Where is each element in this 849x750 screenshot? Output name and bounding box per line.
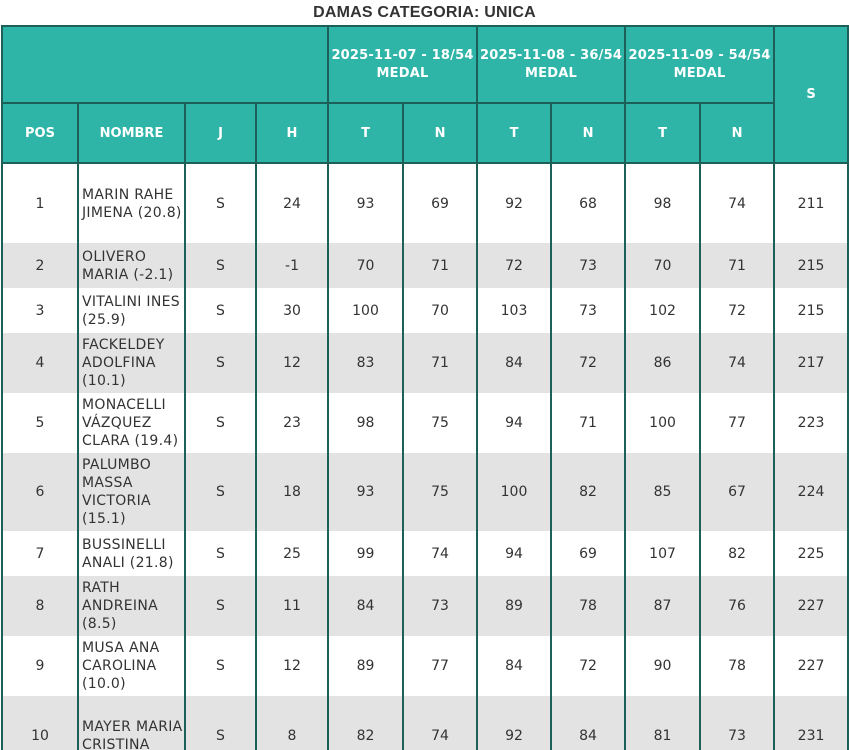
cell-h: 30 (256, 288, 328, 333)
cell-pos: 1 (2, 163, 78, 243)
cell-j: S (185, 243, 256, 288)
cell-s: 211 (774, 163, 848, 243)
cell-name: RATH ANDREINA (8.5) (78, 576, 185, 636)
cell-h: 18 (256, 453, 328, 531)
cell-h: 23 (256, 393, 328, 453)
col-header-r2-t: T (477, 103, 551, 163)
cell-r3-n: 72 (700, 288, 774, 333)
header-blank-cell (2, 26, 328, 103)
cell-r2-t: 94 (477, 393, 551, 453)
cell-r3-t: 98 (625, 163, 700, 243)
cell-r2-n: 72 (551, 636, 625, 696)
cell-r2-n: 69 (551, 531, 625, 576)
cell-s: 215 (774, 288, 848, 333)
cell-j: S (185, 696, 256, 750)
cell-r2-n: 84 (551, 696, 625, 750)
cell-r2-t: 94 (477, 531, 551, 576)
round-2-format: MEDAL (525, 65, 577, 81)
round-1-format: MEDAL (376, 65, 429, 81)
cell-r2-n: 72 (551, 333, 625, 393)
cell-r3-n: 67 (700, 453, 774, 531)
table-row (2, 696, 848, 750)
cell-name: OLIVERO MARIA (-2.1) (78, 243, 185, 288)
col-header-r1-t: T (328, 103, 403, 163)
col-header-nombre: NOMBRE (78, 103, 185, 163)
cell-h: 12 (256, 333, 328, 393)
cell-r1-n: 75 (403, 393, 477, 453)
header-total-s: S (774, 26, 848, 163)
cell-name: MARIN RAHE JIMENA (20.8) (78, 163, 185, 243)
cell-r1-t: 82 (328, 696, 403, 750)
cell-r3-t: 81 (625, 696, 700, 750)
round-3-format: MEDAL (673, 65, 726, 81)
cell-r3-n: 74 (700, 333, 774, 393)
cell-j: S (185, 453, 256, 531)
cell-r3-n: 74 (700, 163, 774, 243)
cell-r3-n: 82 (700, 531, 774, 576)
cell-s: 215 (774, 243, 848, 288)
cell-j: S (185, 163, 256, 243)
table-row (2, 288, 848, 333)
cell-r2-t: 89 (477, 576, 551, 636)
cell-r1-n: 71 (403, 243, 477, 288)
cell-j: S (185, 576, 256, 636)
cell-r3-n: 76 (700, 576, 774, 636)
cell-r2-t: 84 (477, 636, 551, 696)
col-header-r3-t: T (625, 103, 700, 163)
cell-r2-n: 73 (551, 288, 625, 333)
header-round-row (2, 26, 848, 103)
cell-r1-t: 100 (328, 288, 403, 333)
header-round-3 (625, 26, 774, 103)
cell-r2-t: 92 (477, 696, 551, 750)
cell-j: S (185, 393, 256, 453)
cell-r1-t: 93 (328, 453, 403, 531)
cell-j: S (185, 288, 256, 333)
cell-pos: 9 (2, 636, 78, 696)
cell-r1-n: 74 (403, 696, 477, 750)
table-row (2, 576, 848, 636)
col-header-r2-n: N (551, 103, 625, 163)
cell-r1-t: 93 (328, 163, 403, 243)
cell-h: 12 (256, 636, 328, 696)
cell-pos: 3 (2, 288, 78, 333)
round-3-date: 2025-11-09 - 54/54 (628, 47, 771, 63)
col-header-r1-n: N (403, 103, 477, 163)
cell-r3-t: 85 (625, 453, 700, 531)
table-row (2, 393, 848, 453)
header-round-1 (328, 26, 477, 103)
page-title: DAMAS CATEGORIA: UNICA (313, 4, 536, 21)
cell-r1-t: 83 (328, 333, 403, 393)
table-row (2, 453, 848, 531)
cell-s: 231 (774, 696, 848, 750)
cell-j: S (185, 636, 256, 696)
table-row (2, 531, 848, 576)
cell-r1-n: 73 (403, 576, 477, 636)
cell-r2-n: 78 (551, 576, 625, 636)
cell-r1-t: 84 (328, 576, 403, 636)
table-row (2, 163, 848, 243)
cell-r2-n: 82 (551, 453, 625, 531)
cell-r3-n: 73 (700, 696, 774, 750)
table-row (2, 243, 848, 288)
cell-r2-t: 84 (477, 333, 551, 393)
cell-pos: 4 (2, 333, 78, 393)
cell-r1-t: 99 (328, 531, 403, 576)
cell-r1-n: 70 (403, 288, 477, 333)
cell-name: VITALINI INES (25.9) (78, 288, 185, 333)
cell-pos: 10 (2, 696, 78, 750)
cell-pos: 6 (2, 453, 78, 531)
results-table (1, 25, 849, 750)
cell-r3-t: 86 (625, 333, 700, 393)
cell-name: MAYER MARIA CRISTINA (78, 696, 185, 750)
cell-s: 227 (774, 576, 848, 636)
table-body (2, 163, 848, 750)
cell-r1-n: 69 (403, 163, 477, 243)
cell-r3-t: 87 (625, 576, 700, 636)
cell-name: FACKELDEY ADOLFINA (10.1) (78, 333, 185, 393)
table-row (2, 333, 848, 393)
cell-r2-n: 71 (551, 393, 625, 453)
round-1-date: 2025-11-07 - 18/54 (331, 47, 474, 63)
cell-r1-t: 98 (328, 393, 403, 453)
cell-s: 225 (774, 531, 848, 576)
cell-pos: 7 (2, 531, 78, 576)
cell-h: 24 (256, 163, 328, 243)
cell-r2-t: 72 (477, 243, 551, 288)
cell-name: BUSSINELLI ANALI (21.8) (78, 531, 185, 576)
cell-name: MONACELLI VÁZQUEZ CLARA (19.4) (78, 393, 185, 453)
cell-pos: 5 (2, 393, 78, 453)
cell-r3-t: 107 (625, 531, 700, 576)
cell-r1-t: 89 (328, 636, 403, 696)
cell-r3-t: 102 (625, 288, 700, 333)
cell-r1-n: 77 (403, 636, 477, 696)
cell-r3-t: 90 (625, 636, 700, 696)
cell-r1-n: 75 (403, 453, 477, 531)
cell-name: MUSA ANA CAROLINA (10.0) (78, 636, 185, 696)
cell-r3-n: 78 (700, 636, 774, 696)
col-header-h: H (256, 103, 328, 163)
col-header-pos: POS (2, 103, 78, 163)
cell-r1-n: 71 (403, 333, 477, 393)
header-columns-row (2, 103, 848, 163)
cell-h: 8 (256, 696, 328, 750)
cell-r2-t: 100 (477, 453, 551, 531)
cell-pos: 2 (2, 243, 78, 288)
col-header-j: J (185, 103, 256, 163)
round-2-date: 2025-11-08 - 36/54 (479, 47, 623, 63)
cell-r1-n: 74 (403, 531, 477, 576)
table-row (2, 636, 848, 696)
cell-r2-n: 68 (551, 163, 625, 243)
table-header (2, 26, 848, 163)
cell-s: 227 (774, 636, 848, 696)
cell-r1-t: 70 (328, 243, 403, 288)
cell-h: 11 (256, 576, 328, 636)
col-header-r3-n: N (700, 103, 774, 163)
cell-pos: 8 (2, 576, 78, 636)
cell-r2-t: 92 (477, 163, 551, 243)
cell-r3-n: 71 (700, 243, 774, 288)
cell-s: 224 (774, 453, 848, 531)
cell-j: S (185, 333, 256, 393)
cell-name: PALUMBO MASSA VICTORIA (15.1) (78, 453, 185, 531)
cell-h: -1 (256, 243, 328, 288)
cell-j: S (185, 531, 256, 576)
cell-r2-n: 73 (551, 243, 625, 288)
cell-r3-n: 77 (700, 393, 774, 453)
header-round-2 (477, 26, 625, 103)
cell-h: 25 (256, 531, 328, 576)
cell-r2-t: 103 (477, 288, 551, 333)
cell-s: 223 (774, 393, 848, 453)
cell-s: 217 (774, 333, 848, 393)
cell-r3-t: 100 (625, 393, 700, 453)
cell-r3-t: 70 (625, 243, 700, 288)
